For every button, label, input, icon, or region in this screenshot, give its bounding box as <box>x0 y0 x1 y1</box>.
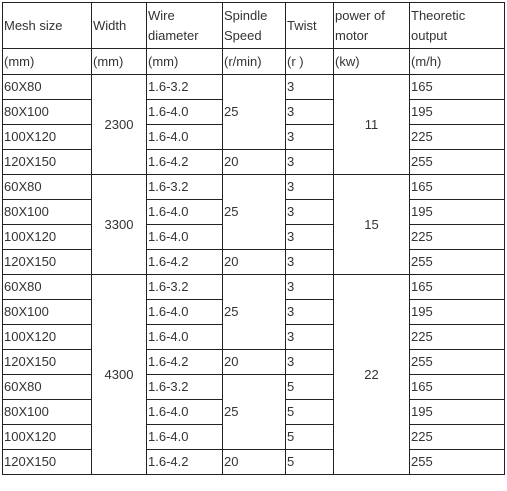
output-cell: 165 <box>410 75 505 100</box>
speed-cell: 20 <box>223 150 286 175</box>
twist-cell: 3 <box>286 350 334 375</box>
speed-cell: 25 <box>223 275 286 350</box>
output-cell: 165 <box>410 175 505 200</box>
power-cell: 15 <box>334 175 410 275</box>
twist-cell: 5 <box>286 375 334 400</box>
unit-spindle-speed: (r/min) <box>223 49 286 75</box>
wire-cell: 1.6-3.2 <box>147 375 223 400</box>
twist-cell: 3 <box>286 275 334 300</box>
unit-output: (m/h) <box>410 49 505 75</box>
twist-cell: 5 <box>286 450 334 475</box>
twist-cell: 3 <box>286 125 334 150</box>
header-twist: Twist <box>286 3 334 49</box>
output-cell: 255 <box>410 150 505 175</box>
power-cell: 11 <box>334 75 410 175</box>
wire-cell: 1.6-4.2 <box>147 150 223 175</box>
twist-cell: 5 <box>286 400 334 425</box>
table-row <box>3 250 505 275</box>
twist-cell: 3 <box>286 325 334 350</box>
header-wire-diameter: Wire diameter <box>147 3 223 49</box>
wire-cell: 1.6-4.0 <box>147 225 223 250</box>
mesh-cell: 120X150 <box>3 250 92 275</box>
output-cell: 255 <box>410 450 505 475</box>
output-cell: 195 <box>410 300 505 325</box>
mesh-cell: 60X80 <box>3 275 92 300</box>
twist-cell: 3 <box>286 300 334 325</box>
output-cell: 165 <box>410 375 505 400</box>
wire-cell: 1.6-4.0 <box>147 200 223 225</box>
header-output: Theoretic output <box>410 3 505 49</box>
header-row <box>3 3 505 49</box>
output-cell: 225 <box>410 325 505 350</box>
speed-cell: 20 <box>223 250 286 275</box>
output-cell: 195 <box>410 400 505 425</box>
speed-cell: 25 <box>223 375 286 450</box>
width-cell: 2300 <box>92 75 147 175</box>
unit-width: (mm) <box>92 49 147 75</box>
twist-cell: 3 <box>286 150 334 175</box>
spec-table <box>2 2 505 475</box>
unit-mesh-size: (mm) <box>3 49 92 75</box>
table-row <box>3 150 505 175</box>
mesh-cell: 100X120 <box>3 125 92 150</box>
width-cell: 3300 <box>92 175 147 275</box>
twist-cell: 5 <box>286 425 334 450</box>
wire-cell: 1.6-4.0 <box>147 300 223 325</box>
output-cell: 225 <box>410 125 505 150</box>
mesh-cell: 80X100 <box>3 200 92 225</box>
speed-cell: 20 <box>223 350 286 375</box>
output-cell: 255 <box>410 350 505 375</box>
wire-cell: 1.6-3.2 <box>147 175 223 200</box>
wire-cell: 1.6-4.0 <box>147 100 223 125</box>
unit-wire-diameter: (mm) <box>147 49 223 75</box>
output-cell: 195 <box>410 100 505 125</box>
header-motor-power: power of motor <box>334 3 410 49</box>
output-cell: 225 <box>410 425 505 450</box>
mesh-cell: 120X150 <box>3 150 92 175</box>
wire-cell: 1.6-4.0 <box>147 325 223 350</box>
wire-cell: 1.6-4.0 <box>147 125 223 150</box>
table-row <box>3 375 505 400</box>
wire-cell: 1.6-3.2 <box>147 275 223 300</box>
wire-cell: 1.6-4.2 <box>147 350 223 375</box>
unit-twist: (r ) <box>286 49 334 75</box>
speed-cell: 20 <box>223 450 286 475</box>
output-cell: 195 <box>410 200 505 225</box>
width-cell: 4300 <box>92 275 147 475</box>
mesh-cell: 60X80 <box>3 375 92 400</box>
mesh-cell: 120X150 <box>3 450 92 475</box>
output-cell: 255 <box>410 250 505 275</box>
mesh-cell: 100X120 <box>3 325 92 350</box>
header-spindle-speed: Spindle Speed <box>223 3 286 49</box>
twist-cell: 3 <box>286 225 334 250</box>
header-width: Width <box>92 3 147 49</box>
twist-cell: 3 <box>286 175 334 200</box>
speed-cell: 25 <box>223 175 286 250</box>
unit-motor-power: (kw) <box>334 49 410 75</box>
table-row <box>3 275 505 300</box>
twist-cell: 3 <box>286 75 334 100</box>
table-row <box>3 75 505 100</box>
wire-cell: 1.6-4.2 <box>147 250 223 275</box>
power-cell: 22 <box>334 275 410 475</box>
mesh-cell: 100X120 <box>3 225 92 250</box>
twist-cell: 3 <box>286 250 334 275</box>
mesh-cell: 100X120 <box>3 425 92 450</box>
twist-cell: 3 <box>286 100 334 125</box>
wire-cell: 1.6-4.2 <box>147 450 223 475</box>
output-cell: 165 <box>410 275 505 300</box>
mesh-cell: 80X100 <box>3 300 92 325</box>
wire-cell: 1.6-4.0 <box>147 425 223 450</box>
table-row <box>3 175 505 200</box>
table-row <box>3 350 505 375</box>
wire-cell: 1.6-3.2 <box>147 75 223 100</box>
output-cell: 225 <box>410 225 505 250</box>
speed-cell: 25 <box>223 75 286 150</box>
mesh-cell: 60X80 <box>3 175 92 200</box>
header-mesh-size: Mesh size <box>3 3 92 49</box>
table-row <box>3 450 505 475</box>
mesh-cell: 80X100 <box>3 400 92 425</box>
twist-cell: 3 <box>286 200 334 225</box>
mesh-cell: 120X150 <box>3 350 92 375</box>
wire-cell: 1.6-4.0 <box>147 400 223 425</box>
mesh-cell: 80X100 <box>3 100 92 125</box>
unit-row <box>3 49 505 75</box>
mesh-cell: 60X80 <box>3 75 92 100</box>
